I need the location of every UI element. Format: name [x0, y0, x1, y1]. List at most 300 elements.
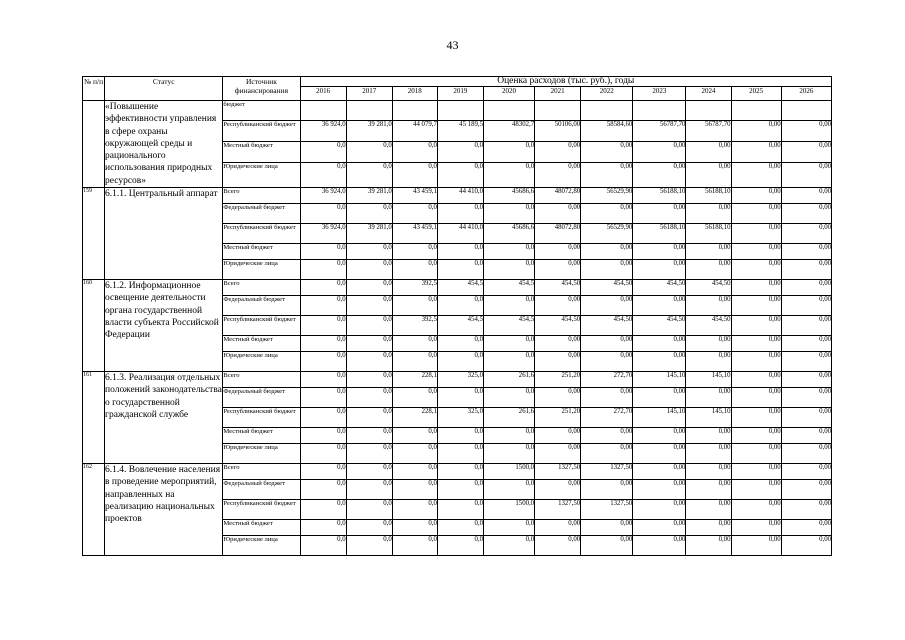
page-number: 43: [446, 38, 459, 52]
value-cell: 56188,10: [633, 188, 686, 204]
value-cell: 0,0: [392, 520, 437, 536]
value-cell: 454,50: [633, 316, 686, 336]
value-cell: 0,0: [346, 336, 392, 352]
value-cell: 0,00: [535, 388, 581, 408]
funding-source-cell: Юридические лица: [223, 352, 300, 372]
value-cell: 0,00: [535, 352, 581, 372]
value-cell: 0,00: [781, 121, 831, 142]
value-cell: 56188,10: [633, 224, 686, 244]
funding-source-cell: Местный бюджет: [223, 428, 300, 444]
funding-source-cell: Республиканский бюджет: [223, 224, 300, 244]
value-cell: 0,0: [300, 428, 346, 444]
funding-source-cell: Юридические лица: [223, 444, 300, 464]
value-cell: 261,6: [483, 372, 534, 388]
value-cell: 0,0: [437, 204, 483, 224]
funding-source-cell: Республиканский бюджет: [223, 121, 300, 142]
year-header: 2021: [535, 87, 581, 101]
value-cell: 392,5: [392, 316, 437, 336]
value-cell: 0,0: [437, 142, 483, 163]
value-cell: 392,5: [392, 280, 437, 296]
value-cell: 0,00: [535, 536, 581, 556]
value-cell: 0,0: [392, 162, 437, 187]
value-cell: 0,00: [633, 388, 686, 408]
value-cell: 0,00: [686, 352, 731, 372]
col-header-num: № п/п: [83, 77, 105, 101]
value-cell: 0,00: [535, 428, 581, 444]
value-cell: 0,0: [300, 352, 346, 372]
value-cell: 0,0: [346, 408, 392, 428]
value-cell: 48072,80: [535, 188, 581, 204]
value-cell: 36 924,0: [300, 224, 346, 244]
value-cell: 0,0: [300, 372, 346, 388]
value-cell: 0,00: [731, 536, 781, 556]
value-cell: 43 459,1: [392, 224, 437, 244]
value-cell: 1500,0: [483, 500, 534, 520]
value-cell: 0,00: [633, 500, 686, 520]
value-cell: 0,00: [535, 260, 581, 280]
value-cell: 0,00: [686, 444, 731, 464]
value-cell: 0,00: [731, 244, 781, 260]
value-cell: 0,0: [346, 260, 392, 280]
value-cell: 0,0: [346, 500, 392, 520]
value-cell: 44 410,0: [437, 188, 483, 204]
value-cell: 0,00: [581, 244, 633, 260]
value-cell: 0,00: [535, 520, 581, 536]
value-cell: 0,00: [535, 480, 581, 500]
year-header: 2020: [483, 87, 534, 101]
row-number-cell: 162: [83, 464, 105, 556]
value-cell: 0,0: [392, 480, 437, 500]
value-cell: 454,50: [686, 280, 731, 296]
value-cell: 1327,50: [581, 464, 633, 480]
value-cell: 0,00: [731, 500, 781, 520]
value-cell: 0,00: [535, 444, 581, 464]
value-cell: 0,0: [483, 142, 534, 163]
value-cell: [437, 101, 483, 121]
value-cell: 0,0: [437, 536, 483, 556]
value-cell: 0,00: [581, 142, 633, 163]
value-cell: 272,70: [581, 408, 633, 428]
year-header: 2016: [300, 87, 346, 101]
value-cell: 0,00: [535, 296, 581, 316]
value-cell: [535, 101, 581, 121]
value-cell: 0,00: [686, 244, 731, 260]
value-cell: 0,0: [300, 536, 346, 556]
value-cell: 0,00: [633, 352, 686, 372]
value-cell: 0,00: [781, 188, 831, 204]
value-cell: 39 281,0: [346, 121, 392, 142]
value-cell: 0,00: [731, 352, 781, 372]
table-row: [83, 372, 832, 388]
value-cell: 0,0: [483, 204, 534, 224]
value-cell: 0,00: [686, 464, 731, 480]
value-cell: 0,00: [781, 280, 831, 296]
value-cell: 0,0: [300, 388, 346, 408]
year-header: 2022: [581, 87, 633, 101]
value-cell: 0,0: [392, 296, 437, 316]
value-cell: 0,0: [437, 244, 483, 260]
value-cell: 0,00: [581, 162, 633, 187]
value-cell: 228,1: [392, 408, 437, 428]
value-cell: 0,00: [686, 480, 731, 500]
value-cell: 0,00: [781, 444, 831, 464]
value-cell: 0,0: [437, 260, 483, 280]
value-cell: 0,00: [781, 428, 831, 444]
value-cell: 0,0: [392, 428, 437, 444]
value-cell: 145,10: [686, 408, 731, 428]
value-cell: 0,0: [300, 408, 346, 428]
value-cell: 261,6: [483, 408, 534, 428]
value-cell: 0,0: [437, 296, 483, 316]
value-cell: 0,00: [781, 336, 831, 352]
year-header: 2024: [686, 87, 731, 101]
value-cell: 0,00: [686, 388, 731, 408]
value-cell: 39 281,0: [346, 224, 392, 244]
value-cell: 0,0: [392, 500, 437, 520]
funding-source-cell: бюджет: [223, 101, 300, 121]
funding-source-cell: Местный бюджет: [223, 142, 300, 163]
value-cell: [392, 101, 437, 121]
value-cell: 45686,6: [483, 188, 534, 204]
value-cell: 0,00: [731, 520, 781, 536]
funding-source-cell: Всего: [223, 372, 300, 388]
value-cell: 0,00: [633, 260, 686, 280]
value-cell: 0,00: [581, 336, 633, 352]
value-cell: 454,5: [483, 316, 534, 336]
value-cell: 0,0: [437, 464, 483, 480]
value-cell: 56787,70: [686, 121, 731, 142]
value-cell: 0,00: [633, 204, 686, 224]
value-cell: 39 281,0: [346, 188, 392, 204]
value-cell: 0,00: [781, 224, 831, 244]
value-cell: 0,00: [581, 480, 633, 500]
value-cell: 0,00: [535, 244, 581, 260]
value-cell: 56188,10: [686, 188, 731, 204]
col-header-source: Источник финансирования: [223, 77, 300, 101]
value-cell: 1327,50: [535, 500, 581, 520]
value-cell: 0,00: [633, 444, 686, 464]
value-cell: 0,00: [535, 162, 581, 187]
value-cell: 0,0: [437, 500, 483, 520]
value-cell: 0,00: [581, 260, 633, 280]
value-cell: 0,00: [686, 260, 731, 280]
value-cell: 0,00: [686, 536, 731, 556]
value-cell: 0,0: [483, 428, 534, 444]
value-cell: 0,0: [483, 260, 534, 280]
value-cell: 50106,00: [535, 121, 581, 142]
value-cell: 0,0: [346, 520, 392, 536]
value-cell: 0,00: [781, 408, 831, 428]
value-cell: [300, 101, 346, 121]
value-cell: 0,00: [731, 204, 781, 224]
value-cell: 0,00: [781, 500, 831, 520]
value-cell: 0,0: [300, 296, 346, 316]
value-cell: [346, 101, 392, 121]
value-cell: 454,50: [686, 316, 731, 336]
value-cell: 0,00: [581, 520, 633, 536]
value-cell: 454,5: [483, 280, 534, 296]
value-cell: [483, 101, 534, 121]
value-cell: 0,0: [300, 280, 346, 296]
value-cell: 45 189,5: [437, 121, 483, 142]
status-cell: 6.1.2. Информационное освещение деятельности органа государственной власти субъекта Российской Федерации: [105, 280, 223, 372]
value-cell: 0,0: [483, 352, 534, 372]
value-cell: 0,0: [300, 520, 346, 536]
value-cell: 0,0: [392, 142, 437, 163]
value-cell: 0,0: [346, 444, 392, 464]
value-cell: 0,00: [686, 520, 731, 536]
value-cell: 0,0: [392, 464, 437, 480]
value-cell: 0,0: [437, 162, 483, 187]
funding-source-cell: Республиканский бюджет: [223, 316, 300, 336]
value-cell: 0,00: [781, 162, 831, 187]
value-cell: 0,00: [535, 204, 581, 224]
value-cell: 0,00: [581, 204, 633, 224]
value-cell: 0,0: [346, 316, 392, 336]
value-cell: 0,00: [731, 224, 781, 244]
value-cell: 0,0: [300, 260, 346, 280]
table-body: [83, 101, 832, 556]
funding-source-cell: Республиканский бюджет: [223, 408, 300, 428]
value-cell: 0,0: [300, 142, 346, 163]
value-cell: 0,0: [483, 520, 534, 536]
funding-source-cell: Федеральный бюджет: [223, 296, 300, 316]
row-number-cell: 160: [83, 280, 105, 372]
value-cell: 0,00: [731, 428, 781, 444]
value-cell: 0,00: [781, 480, 831, 500]
value-cell: 0,00: [633, 428, 686, 444]
table-row: [83, 101, 832, 121]
value-cell: 0,0: [437, 336, 483, 352]
value-cell: 0,00: [686, 162, 731, 187]
year-header: 2026: [781, 87, 831, 101]
value-cell: 44 410,0: [437, 224, 483, 244]
value-cell: 0,00: [731, 464, 781, 480]
value-cell: 56787,70: [633, 121, 686, 142]
value-cell: 56529,90: [581, 224, 633, 244]
value-cell: 145,10: [633, 408, 686, 428]
value-cell: 0,0: [483, 480, 534, 500]
value-cell: 0,0: [300, 244, 346, 260]
value-cell: 58584,60: [581, 121, 633, 142]
value-cell: 48072,80: [535, 224, 581, 244]
value-cell: 0,00: [581, 352, 633, 372]
value-cell: 0,00: [633, 296, 686, 316]
value-cell: 251,20: [535, 372, 581, 388]
value-cell: 0,00: [731, 162, 781, 187]
value-cell: 0,00: [781, 316, 831, 336]
funding-source-cell: Юридические лица: [223, 162, 300, 187]
value-cell: 0,0: [300, 316, 346, 336]
value-cell: 454,5: [437, 280, 483, 296]
value-cell: 0,00: [781, 352, 831, 372]
value-cell: 0,00: [633, 464, 686, 480]
value-cell: 0,0: [483, 388, 534, 408]
value-cell: 0,00: [633, 520, 686, 536]
value-cell: 0,0: [392, 388, 437, 408]
value-cell: 325,0: [437, 372, 483, 388]
funding-source-cell: Местный бюджет: [223, 336, 300, 352]
value-cell: 0,0: [392, 336, 437, 352]
value-cell: 56188,10: [686, 224, 731, 244]
value-cell: 0,00: [633, 336, 686, 352]
funding-source-cell: Федеральный бюджет: [223, 480, 300, 500]
value-cell: 454,50: [535, 280, 581, 296]
budget-table: [82, 76, 832, 556]
funding-source-cell: Федеральный бюджет: [223, 388, 300, 408]
value-cell: 0,00: [633, 536, 686, 556]
value-cell: 0,00: [781, 464, 831, 480]
value-cell: 0,0: [483, 162, 534, 187]
value-cell: [781, 101, 831, 121]
value-cell: 44 079,7: [392, 121, 437, 142]
value-cell: 454,50: [581, 280, 633, 296]
funding-source-cell: Местный бюджет: [223, 244, 300, 260]
value-cell: 0,00: [781, 204, 831, 224]
value-cell: 0,00: [581, 388, 633, 408]
value-cell: 0,00: [581, 444, 633, 464]
row-number-cell: 161: [83, 372, 105, 464]
value-cell: 0,00: [581, 296, 633, 316]
value-cell: 0,0: [392, 444, 437, 464]
value-cell: 0,0: [392, 536, 437, 556]
value-cell: 0,0: [346, 536, 392, 556]
value-cell: 48302,7: [483, 121, 534, 142]
value-cell: 454,50: [535, 316, 581, 336]
value-cell: 0,0: [483, 296, 534, 316]
value-cell: [686, 101, 731, 121]
value-cell: 0,00: [731, 316, 781, 336]
value-cell: 0,0: [483, 536, 534, 556]
value-cell: 0,00: [731, 260, 781, 280]
value-cell: 0,00: [581, 428, 633, 444]
value-cell: 0,00: [781, 520, 831, 536]
value-cell: 0,0: [483, 444, 534, 464]
value-cell: [581, 101, 633, 121]
value-cell: 1327,50: [581, 500, 633, 520]
value-cell: 0,00: [731, 142, 781, 163]
value-cell: 272,70: [581, 372, 633, 388]
value-cell: 1500,0: [483, 464, 534, 480]
row-number-cell: [83, 101, 105, 188]
value-cell: 0,0: [437, 480, 483, 500]
status-cell: 6.1.3. Реализация отдельных положений законодательства о государственной гражданской службе: [105, 372, 223, 464]
value-cell: 0,0: [346, 204, 392, 224]
value-cell: 0,0: [346, 352, 392, 372]
value-cell: 0,00: [731, 188, 781, 204]
value-cell: 0,0: [346, 428, 392, 444]
value-cell: 0,0: [392, 352, 437, 372]
value-cell: 0,0: [300, 480, 346, 500]
status-cell: 6.1.4. Вовлечение населения в проведение мероприятий, направленных на реализацию национальных проектов: [105, 464, 223, 556]
funding-source-cell: Всего: [223, 188, 300, 204]
value-cell: 0,0: [300, 500, 346, 520]
funding-source-cell: Республиканский бюджет: [223, 500, 300, 520]
value-cell: 0,0: [483, 244, 534, 260]
value-cell: 0,00: [731, 336, 781, 352]
value-cell: 0,00: [781, 388, 831, 408]
value-cell: 0,00: [731, 480, 781, 500]
value-cell: 145,10: [633, 372, 686, 388]
value-cell: 0,00: [781, 142, 831, 163]
value-cell: [633, 101, 686, 121]
status-cell: «Повышение эффективности управления в сфере охраны окружающей среды и рационального использования природных ресурсов»: [105, 101, 223, 188]
value-cell: 0,0: [392, 204, 437, 224]
value-cell: 0,00: [633, 142, 686, 163]
value-cell: 0,00: [686, 336, 731, 352]
year-header: 2018: [392, 87, 437, 101]
value-cell: 454,5: [437, 316, 483, 336]
value-cell: 0,00: [633, 480, 686, 500]
value-cell: 0,0: [300, 336, 346, 352]
value-cell: 0,0: [346, 296, 392, 316]
value-cell: 0,00: [633, 162, 686, 187]
value-cell: 145,10: [686, 372, 731, 388]
value-cell: 0,0: [346, 280, 392, 296]
value-cell: 0,00: [535, 336, 581, 352]
value-cell: 56529,90: [581, 188, 633, 204]
value-cell: 0,00: [731, 296, 781, 316]
value-cell: 0,00: [781, 260, 831, 280]
value-cell: 454,50: [633, 280, 686, 296]
year-header: 2023: [633, 87, 686, 101]
funding-source-cell: Юридические лица: [223, 536, 300, 556]
value-cell: 0,0: [437, 428, 483, 444]
value-cell: 0,00: [581, 536, 633, 556]
value-cell: 0,00: [781, 244, 831, 260]
value-cell: 1327,50: [535, 464, 581, 480]
value-cell: 0,00: [781, 536, 831, 556]
value-cell: 0,0: [437, 444, 483, 464]
value-cell: 0,00: [686, 142, 731, 163]
value-cell: 0,00: [731, 280, 781, 296]
year-header: 2025: [731, 87, 781, 101]
value-cell: 0,0: [300, 204, 346, 224]
funding-source-cell: Всего: [223, 464, 300, 480]
value-cell: 36 924,0: [300, 188, 346, 204]
value-cell: 0,0: [300, 162, 346, 187]
funding-source-cell: Федеральный бюджет: [223, 204, 300, 224]
header-row: [83, 77, 832, 87]
value-cell: 0,0: [437, 520, 483, 536]
table-row: [83, 464, 832, 480]
value-cell: 0,00: [731, 444, 781, 464]
value-cell: 0,00: [633, 244, 686, 260]
col-header-estimate: Оценка расходов (тыс. руб.), годы: [300, 77, 831, 87]
value-cell: 0,0: [346, 388, 392, 408]
value-cell: 454,50: [581, 316, 633, 336]
value-cell: 0,0: [346, 162, 392, 187]
value-cell: 0,0: [346, 372, 392, 388]
value-cell: 0,0: [346, 142, 392, 163]
row-number-cell: 159: [83, 188, 105, 280]
value-cell: 0,0: [300, 444, 346, 464]
value-cell: 0,00: [535, 142, 581, 163]
value-cell: 0,0: [483, 336, 534, 352]
value-cell: 0,0: [346, 244, 392, 260]
value-cell: [731, 101, 781, 121]
value-cell: 325,0: [437, 408, 483, 428]
year-header: 2017: [346, 87, 392, 101]
value-cell: 0,00: [731, 388, 781, 408]
value-cell: 0,0: [300, 464, 346, 480]
value-cell: 0,00: [686, 500, 731, 520]
value-cell: 0,00: [686, 296, 731, 316]
funding-source-cell: Всего: [223, 280, 300, 296]
value-cell: 43 459,1: [392, 188, 437, 204]
col-header-status: Статус: [105, 77, 223, 101]
value-cell: 228,1: [392, 372, 437, 388]
